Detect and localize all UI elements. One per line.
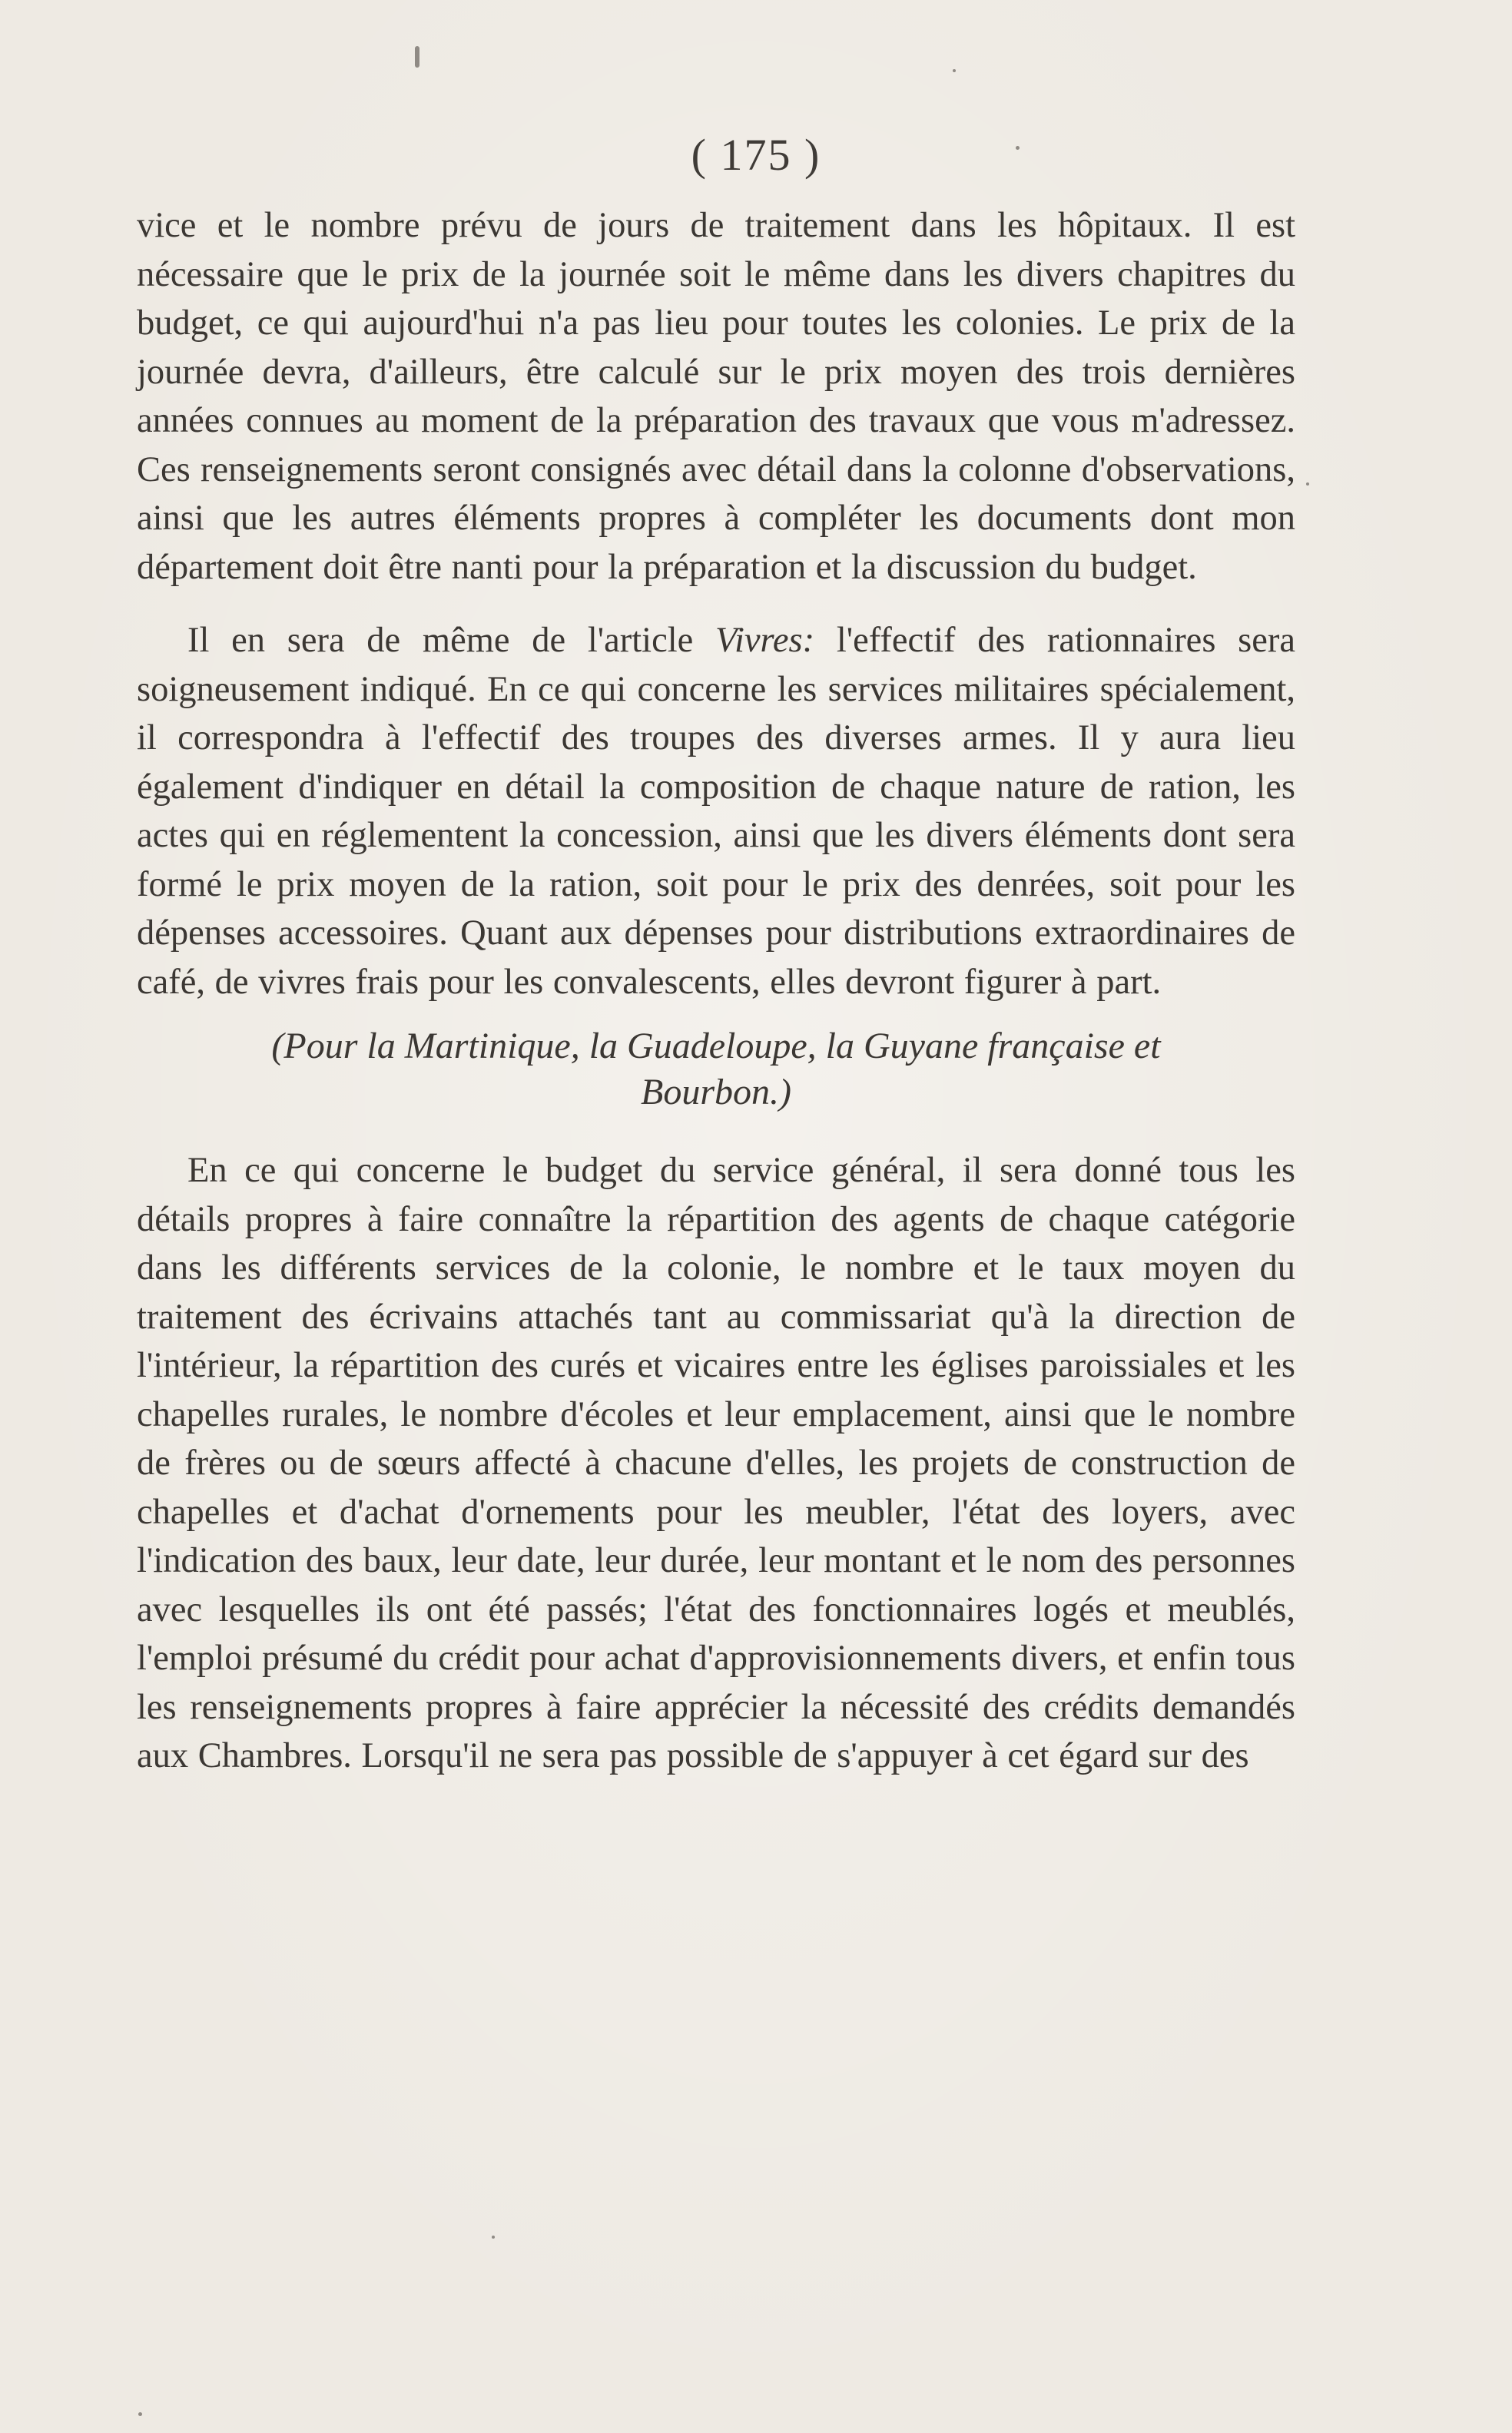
paper-speck [953, 69, 956, 72]
paragraph-service-general: En ce qui concerne le budget du service général, il sera donné tous les détails propres à faire connaître la répartition des agents de chaque catégorie dans les différents services de la colonie, le nombre et le taux moyen du traitement des écrivains attachés tant au commissariat qu'à la direction de l'intérieur, la répartition des curés et vicaires entre les églises paroissiales et les chapelles rurales, le nombre d'écoles et leur emplacement, ainsi que le nombre de frères ou de sœurs affecté à chacune d'elles, les projets de construction de chapelles et d'achat d'ornements pour les meubler, l'état des loyers, avec l'indication des baux, leur date, leur durée, leur montant et le nom des personnes avec lesquelles ils ont été passés; l'état des fonctionnaires logés et meublés, l'emploi présumé du crédit pour achat d'approvisionnements divers, et enfin tous les renseignements propres à faire apprécier la nécessité des crédits demandés aux Chambres. Lorsqu'il ne sera pas possible de s'appuyer à cet égard sur des [137, 1151, 1295, 1775]
section-heading-line-2: Bourbon.) [641, 1072, 791, 1112]
paragraph-vivres [137, 616, 1295, 1006]
section-heading-line-1: (Pour la Martinique, la Guadeloupe, la Guyane française et [271, 1026, 1161, 1066]
paper-speck [492, 2236, 495, 2239]
paragraph-vivres-intro: Il en sera de même de l'article [187, 621, 716, 660]
paragraph-hospital-days: vice et le nombre prévu de jours de traitement dans les hôpitaux. Il est nécessaire que le prix de la journée soit le même dans les divers chapitres du budget, ce qui aujourd'hui n'a pas lieu pour toutes les colonies. Le prix de la journée devra, d'ailleurs, être calculé sur le prix moyen des trois dernières années connues au moment de la préparation des travaux que vous m'adressez. Ces renseignements seront consignés avec détail dans la colonne d'observations, ainsi que les autres éléments propres à compléter les documents dont mon département doit être nanti pour la préparation et la discussion du budget. [137, 206, 1295, 587]
paragraph-vivres-body: l'effectif des rationnaires sera soigneusement indiqué. En ce qui concerne les services militaires spécialement, il correspondra à l'effectif des troupes des diverses armes. Il y aura lieu également d'indiquer en détail la composition de chaque nature de ration, les actes qui en réglementent la concession, ainsi que les divers éléments dont sera formé le prix moyen de la ration, soit pour le prix des denrées, soit pour les dépenses accessoires. Quant aux dépenses pour distributions extraordinaires de café, de vivres frais pour les convalescents, elles devront figurer à part. [137, 621, 1295, 1002]
paper-speck [415, 46, 419, 68]
text-column [137, 201, 1295, 1781]
section-heading-colonies [137, 1023, 1295, 1115]
paper-speck [138, 2412, 142, 2416]
article-vivres-label: Vivres: [715, 621, 815, 660]
paper-speck [1306, 482, 1309, 486]
page-number: ( 175 ) [691, 130, 821, 180]
